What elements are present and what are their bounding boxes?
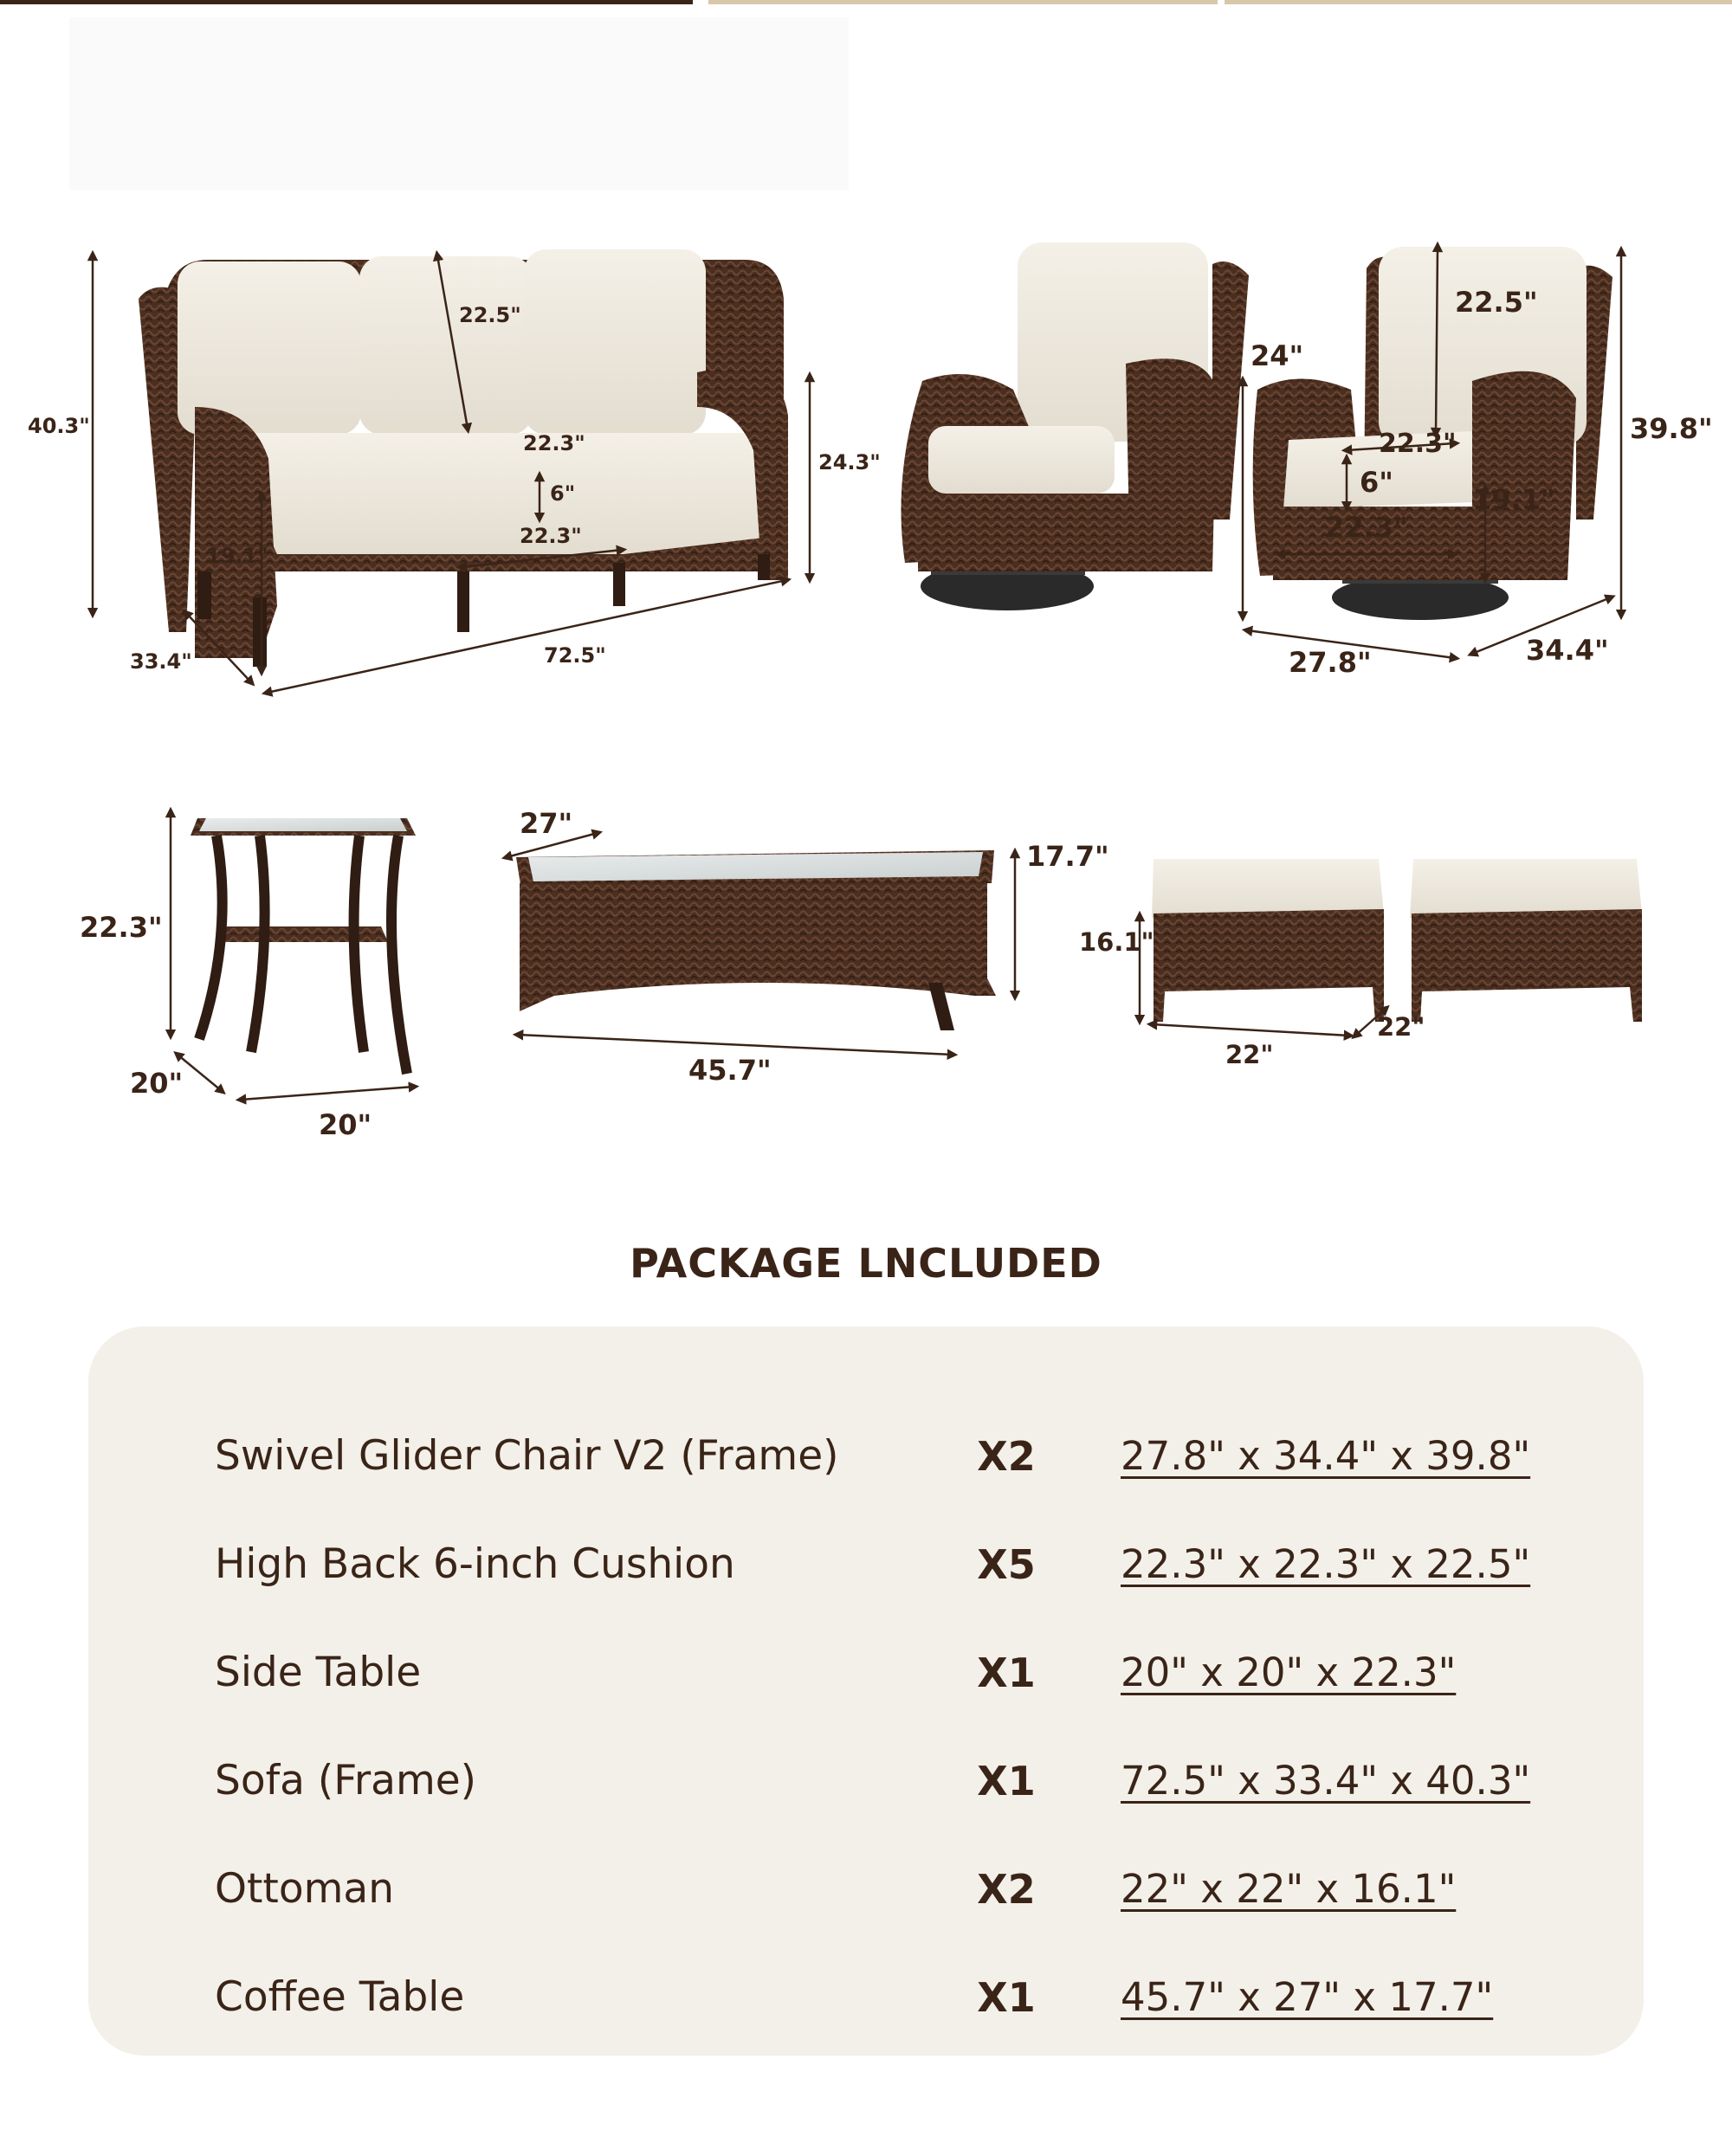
sofa-cushion-thickness-label: 6" <box>550 481 576 506</box>
side-table <box>191 818 416 1074</box>
coffee-table-width-label: 45.7" <box>688 1054 772 1087</box>
chair-height-label: 39.8" <box>1630 412 1713 445</box>
chair-seat-width-label: 22.3" <box>1325 511 1408 544</box>
package-title: PACKAGE LNCLUDED <box>630 1240 1102 1287</box>
sofa-back-height-label: 22.5" <box>459 303 521 327</box>
chair-back-height-label: 22.5" <box>1455 286 1538 319</box>
package-item-size: 22" x 22" x 16.1" <box>1121 1866 1457 1912</box>
package-item-name: Coffee Table <box>215 1973 465 2021</box>
package-item-size: 45.7" x 27" x 17.7" <box>1121 1974 1494 2020</box>
chair-seat-depth-label: 22.3" <box>1379 429 1457 459</box>
package-item-name: Ottoman <box>215 1865 394 1913</box>
coffee-table <box>516 850 996 1030</box>
package-item-qty: X1 <box>977 1974 1036 2021</box>
sofa-width-label: 72.5" <box>544 643 606 668</box>
coffee-table-height-label: 17.7" <box>1026 840 1109 873</box>
sofa-height-label: 40.3" <box>28 414 90 438</box>
swivel-chair-left <box>902 242 1250 610</box>
package-item-name: Swivel Glider Chair V2 (Frame) <box>215 1432 839 1480</box>
ottoman-height-label: 16.1" <box>1079 927 1154 957</box>
package-row <box>88 1855 1644 1924</box>
package-item-size: 20" x 20" x 22.3" <box>1121 1649 1457 1695</box>
package-item-qty: X2 <box>977 1433 1036 1480</box>
sofa-depth-label: 33.4" <box>130 649 192 674</box>
package-item-size: 27.8" x 34.4" x 39.8" <box>1121 1433 1531 1479</box>
package-row <box>88 1638 1644 1707</box>
ottoman-depth-label: 22" <box>1377 1012 1425 1042</box>
chair-seat-height-label: 19.1" <box>1472 483 1555 516</box>
side-table-height-label: 22.3" <box>80 911 163 944</box>
sofa-seat-height-label: 19.1" <box>206 544 268 568</box>
package-item-qty: X1 <box>977 1758 1036 1804</box>
sofa-arm-height-label: 24.3" <box>818 450 881 474</box>
side-table-dimension-lines <box>171 812 414 1100</box>
package-row <box>88 1422 1644 1491</box>
package-item-size: 72.5" x 33.4" x 40.3" <box>1121 1758 1531 1804</box>
side-table-dimension-labels <box>80 911 372 1141</box>
ottoman-width-label: 22" <box>1225 1040 1274 1069</box>
package-list-panel <box>88 1327 1644 2056</box>
chair-width-label: 27.8" <box>1289 646 1372 679</box>
sofa-seat-depth-label: 22.3" <box>523 431 585 455</box>
background-haze <box>69 17 849 190</box>
package-item-name: Side Table <box>215 1649 422 1696</box>
package-item-qty: X5 <box>977 1541 1036 1588</box>
sofa-seat-width-label: 22.3" <box>520 524 582 548</box>
ottoman-left <box>1152 859 1384 1022</box>
package-item-name: Sofa (Frame) <box>215 1757 476 1804</box>
side-table-depth-label: 20" <box>130 1067 184 1100</box>
chair-depth-label: 34.4" <box>1526 634 1609 667</box>
side-table-width-label: 20" <box>319 1108 372 1141</box>
package-item-qty: X1 <box>977 1649 1036 1696</box>
coffee-table-depth-label: 27" <box>520 807 573 840</box>
chair-arm-height-label: 24" <box>1251 339 1304 372</box>
package-row <box>88 1963 1644 2032</box>
chair-cushion-thickness-label: 6" <box>1360 466 1393 499</box>
package-row <box>88 1530 1644 1599</box>
package-row <box>88 1746 1644 1816</box>
ottoman-right <box>1410 859 1642 1022</box>
package-item-size: 22.3" x 22.3" x 22.5" <box>1121 1541 1531 1587</box>
package-item-qty: X2 <box>977 1866 1036 1913</box>
package-item-name: High Back 6-inch Cushion <box>215 1540 735 1588</box>
